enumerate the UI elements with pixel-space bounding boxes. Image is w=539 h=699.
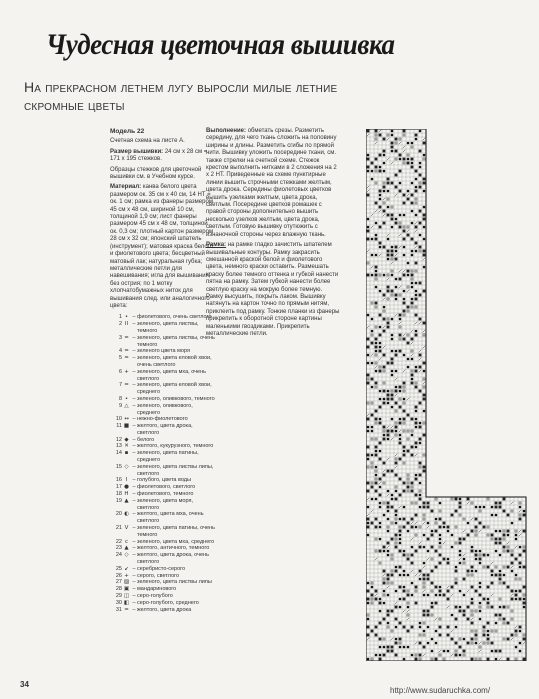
- legend-number: 25: [115, 565, 122, 572]
- legend-text: серого, светлого: [137, 572, 180, 579]
- legend-item: [110, 600, 216, 607]
- instructions-column: [206, 128, 340, 341]
- legend-symbol: ◐: [124, 511, 129, 518]
- legend-dash: –: [132, 511, 136, 518]
- frame-label: Рамка:: [206, 242, 227, 249]
- legend-dash: –: [132, 606, 136, 613]
- legend-symbol: =: [124, 355, 129, 362]
- legend-text: зеленого, оливкового, темного: [137, 395, 215, 402]
- material-paragraph: [110, 184, 216, 310]
- thread-legend: [110, 314, 216, 613]
- legend-text: зеленого, цвета еловой хвои, очень светлого: [137, 355, 212, 368]
- embroidery-chart: [366, 129, 527, 661]
- legend-dash: –: [132, 348, 136, 355]
- legend-number: 28: [115, 586, 122, 593]
- legend-number: 9: [118, 402, 122, 409]
- legend-item: [110, 464, 216, 478]
- legend-number: 15: [115, 463, 122, 470]
- legend-dash: –: [132, 402, 136, 409]
- legend-dash: –: [132, 484, 136, 491]
- legend-symbol: H: [124, 491, 129, 498]
- legend-text: желтого, цвета мха, очень светлого: [137, 511, 204, 525]
- legend-item: [110, 539, 216, 546]
- legend-symbol: ▨: [123, 579, 130, 586]
- materials-column: [110, 128, 216, 613]
- legend-dash: –: [132, 572, 136, 579]
- legend-item: [110, 545, 216, 552]
- watermark-url: http://www.sudaruchka.com/: [390, 686, 491, 695]
- legend-dash: –: [132, 538, 136, 545]
- legend-number: 1: [118, 314, 122, 321]
- legend-text: желтого, античного, темного: [137, 545, 210, 552]
- legend-number: 11: [116, 423, 122, 430]
- page-title: Чудесная цветочная вышивка: [46, 28, 395, 61]
- legend-text: зеленого, цвета еловой хвои, среднего: [137, 382, 212, 396]
- legend-text: зеленого, цвета листвы, темного: [137, 321, 199, 334]
- chart-grid: [366, 129, 526, 661]
- legend-number: 3: [118, 334, 122, 341]
- legend-text: фиолетового, очень светлого: [137, 314, 212, 321]
- samples-note: Образцы стежков для цветочной вышивки см. в Учебном курсе.: [110, 166, 202, 181]
- legend-symbol: c: [124, 538, 129, 545]
- legend-dash: –: [132, 355, 136, 362]
- legend-dash: –: [132, 334, 136, 341]
- legend-number: 5: [118, 355, 122, 362]
- legend-dash: –: [132, 423, 136, 430]
- legend-dash: –: [132, 593, 136, 600]
- legend-item: [110, 396, 216, 403]
- legend-symbol: =: [124, 606, 129, 613]
- legend-text: зеленого, цвета листвы, очень темного: [137, 334, 215, 348]
- frame-text: на рамке гладко зачистить шпателем вышивальные контуры. Рамку закрасить смешанной краской белой и фиолетового цвета, немного краски оставить. Размешать краску более темного оттенка и губкой нанести пятна на рамку. Затем губкой нанести более светлую краску на мокрую более темную. Рамку высушить, покрыть лаком. Вышивку натянуть на картон точно по прямым нитям, приклеить под рамку. Тонкие планки из фанеры прикрепить к оборотной стороне картины маленькими гвоздиками. Прикрепить металлические петли.: [206, 242, 340, 337]
- legend-text: мандаринового: [137, 586, 177, 593]
- legend-symbol: △: [124, 402, 129, 409]
- legend-dash: –: [132, 436, 136, 443]
- legend-dash: –: [132, 491, 136, 498]
- legend-symbol: ↔: [124, 416, 129, 423]
- legend-dash: –: [132, 552, 136, 559]
- legend-symbol: ▲: [124, 545, 129, 552]
- legend-dash: –: [132, 599, 136, 606]
- legend-item: [110, 355, 216, 369]
- legend-item: [110, 443, 216, 450]
- legend-text: зеленого, цвета патины, очень темного: [137, 525, 215, 538]
- legend-symbol: =: [124, 348, 129, 355]
- model-number: Модель 22: [110, 128, 145, 135]
- legend-text: желтого, цвета дрока, светлого: [137, 423, 193, 436]
- legend-symbol: ●: [124, 484, 129, 491]
- legend-dash: –: [132, 416, 136, 423]
- legend-symbol: ◇: [124, 463, 129, 470]
- legend-number: 4: [118, 348, 122, 355]
- legend-number: 6: [118, 368, 122, 375]
- legend-symbol: +: [124, 572, 129, 579]
- legend-number: 13: [115, 443, 122, 450]
- legend-number: 18: [115, 491, 122, 498]
- legend-item: [110, 579, 216, 586]
- legend-text: зеленого, цвета патины, среднего: [137, 450, 199, 464]
- frame-paragraph: [206, 242, 340, 338]
- execution-paragraph: [206, 128, 340, 239]
- legend-number: 16: [115, 477, 122, 484]
- legend-dash: –: [132, 525, 136, 532]
- legend-dash: –: [132, 477, 136, 484]
- legend-item: [110, 498, 216, 512]
- legend-symbol: I: [125, 477, 128, 484]
- legend-symbol: ✕: [124, 443, 129, 450]
- legend-item: [110, 335, 216, 349]
- legend-item: [110, 566, 216, 573]
- legend-number: 21: [115, 525, 122, 532]
- legend-symbol: ◆: [124, 436, 129, 443]
- legend-dash: –: [132, 497, 136, 504]
- legend-text: зеленого цвета моря: [137, 348, 190, 355]
- page-number: 34: [20, 680, 29, 689]
- legend-item: [110, 321, 216, 335]
- legend-text: нежно-фиолетового: [137, 416, 188, 423]
- legend-number: 20: [115, 511, 122, 518]
- legend-item: [110, 552, 216, 566]
- legend-text: зеленого, цвета листвы липы: [137, 579, 212, 586]
- legend-item: [110, 314, 216, 321]
- legend-item: [110, 607, 216, 614]
- legend-text: зеленого, цвета моря, светлого: [137, 497, 193, 511]
- legend-symbol: ▪: [124, 450, 129, 457]
- legend-text: желтого, цвета дрока, очень светлого: [137, 552, 209, 566]
- legend-symbol: =: [124, 382, 129, 389]
- legend-number: 7: [118, 382, 122, 389]
- legend-symbol: ◇: [124, 552, 129, 559]
- legend-symbol: ◫: [123, 593, 130, 600]
- legend-text: фиолетового, темного: [137, 491, 194, 498]
- legend-number: 19: [115, 497, 122, 504]
- material-text: канва белого цвета размером ок. 35 см х 40 см, 14 НТ = ок. 1 см; рамка из фанеры размером 45 см х 48 см, шириной 10 см, толщиной 1,9 см; лист фанеры размером 45 см х 48 см, толщиной ок. 0,3 см; плотный картон размером 28 см х 32 см; японский шпатель (инструмент); матовая краска белого и фиолетового цвета; бесцветный матовый лак; натуральная губка; металлические петли для навешивания; игла для вышивания без острия; по 1 мотку хлопчатобумажных ниток для вышивания след. или аналогичного цвета:: [110, 184, 214, 309]
- legend-item: [110, 573, 216, 580]
- legend-symbol: ■: [123, 423, 130, 430]
- legend-dash: –: [132, 395, 136, 402]
- legend-item: [110, 450, 216, 464]
- legend-item: [110, 525, 216, 539]
- page-subtitle: На прекрасном летнем лугу выросли милые летние скромные цветы: [24, 79, 338, 113]
- legend-number: 30: [115, 599, 122, 606]
- legend-item: [110, 416, 216, 423]
- legend-number: 27: [115, 579, 122, 586]
- legend-dash: –: [132, 450, 136, 457]
- legend-dash: –: [132, 545, 136, 552]
- legend-item: [110, 593, 216, 600]
- execution-text: обметать срезы. Разметить середину, для чего ткань сложить на половину ширины и длины. Разметить сгибы по прямой нити. Вышивку уложить посередине ткани, см. также стрелки на счетной схеме. Стежок крестом выполнить нитками в 2 сложения на 2 х 2 НТ. Приведенные на схеме пунктирные линии вышить строчными стежками желтым, цвета дрока. Середины фиолетовых цветков вышить узелками желтым, цвета дрока, светлым. Посередине цветков ромашек с правой стороны дополнительно вышить несколько узелков желтым, цвета дрока, светлым. Готовую вышивку отутюжить с изнаночной стороны через влажную ткань.: [206, 128, 337, 238]
- legend-symbol: ◧: [123, 599, 130, 606]
- legend-text: зеленого, оливкового, среднего: [137, 402, 193, 416]
- legend-number: 24: [115, 552, 122, 559]
- legend-number: 22: [115, 538, 122, 545]
- legend-number: 31: [115, 606, 122, 613]
- size-label: Размер вышивки:: [110, 148, 164, 155]
- legend-text: серо-голубого, среднего: [137, 599, 199, 606]
- legend-symbol: ▣: [123, 586, 130, 593]
- legend-item: [110, 491, 216, 498]
- scheme-note: Счетная схема на листе А.: [110, 138, 185, 145]
- execution-label: Выполнение:: [206, 128, 247, 134]
- legend-number: 17: [115, 484, 122, 491]
- legend-symbol: V: [124, 525, 129, 532]
- legend-number: 23: [115, 545, 122, 552]
- legend-item: [110, 369, 216, 383]
- legend-text: зеленого, цвета мха, среднего: [137, 538, 215, 545]
- legend-symbol: •: [124, 314, 129, 321]
- legend-dash: –: [132, 382, 136, 389]
- legend-text: фиолетового, светлого: [137, 484, 196, 491]
- legend-dash: –: [132, 565, 136, 572]
- legend-symbol: ▲: [124, 497, 129, 504]
- legend-text: желтого, цвета дрока: [137, 606, 192, 613]
- legend-number: 10: [115, 416, 122, 423]
- legend-symbol: II: [124, 321, 129, 328]
- legend-number: 2: [118, 321, 122, 328]
- legend-text: белого: [137, 436, 155, 443]
- legend-item: [110, 423, 216, 437]
- legend-number: 12: [115, 436, 122, 443]
- legend-dash: –: [132, 443, 136, 450]
- legend-symbol: ↙: [124, 565, 129, 572]
- legend-number: 29: [115, 593, 122, 600]
- legend-item: [110, 484, 216, 491]
- legend-item: [110, 437, 216, 444]
- legend-symbol: +: [124, 368, 129, 375]
- legend-text: зеленого, цвета мха, очень светлого: [137, 368, 206, 382]
- legend-item: [110, 477, 216, 484]
- legend-text: зеленого, цвета листвы липы, светлого: [137, 463, 214, 477]
- legend-item: [110, 586, 216, 593]
- legend-symbol: •: [124, 395, 129, 402]
- size-paragraph: [110, 149, 216, 164]
- legend-dash: –: [132, 368, 136, 375]
- legend-symbol: =: [124, 334, 129, 341]
- legend-text: серо-голубого: [137, 593, 173, 600]
- legend-item: [110, 403, 216, 417]
- legend-number: 14: [115, 450, 122, 457]
- legend-number: 26: [115, 572, 122, 579]
- material-label: Материал:: [110, 184, 142, 191]
- size-text: 24 см х 28 см = 171 х 195 стежков.: [110, 148, 208, 163]
- legend-dash: –: [132, 579, 136, 586]
- legend-dash: –: [132, 463, 136, 470]
- legend-text: голубого, цвета воды: [137, 477, 191, 484]
- legend-dash: –: [132, 586, 136, 593]
- legend-dash: –: [132, 321, 136, 328]
- legend-dash: –: [132, 314, 136, 321]
- legend-number: 8: [118, 395, 122, 402]
- legend-item: [110, 382, 216, 396]
- legend-item: [110, 511, 216, 525]
- legend-text: желтого, кукурузного, темного: [137, 443, 214, 450]
- legend-text: серебристо-серого: [137, 565, 186, 572]
